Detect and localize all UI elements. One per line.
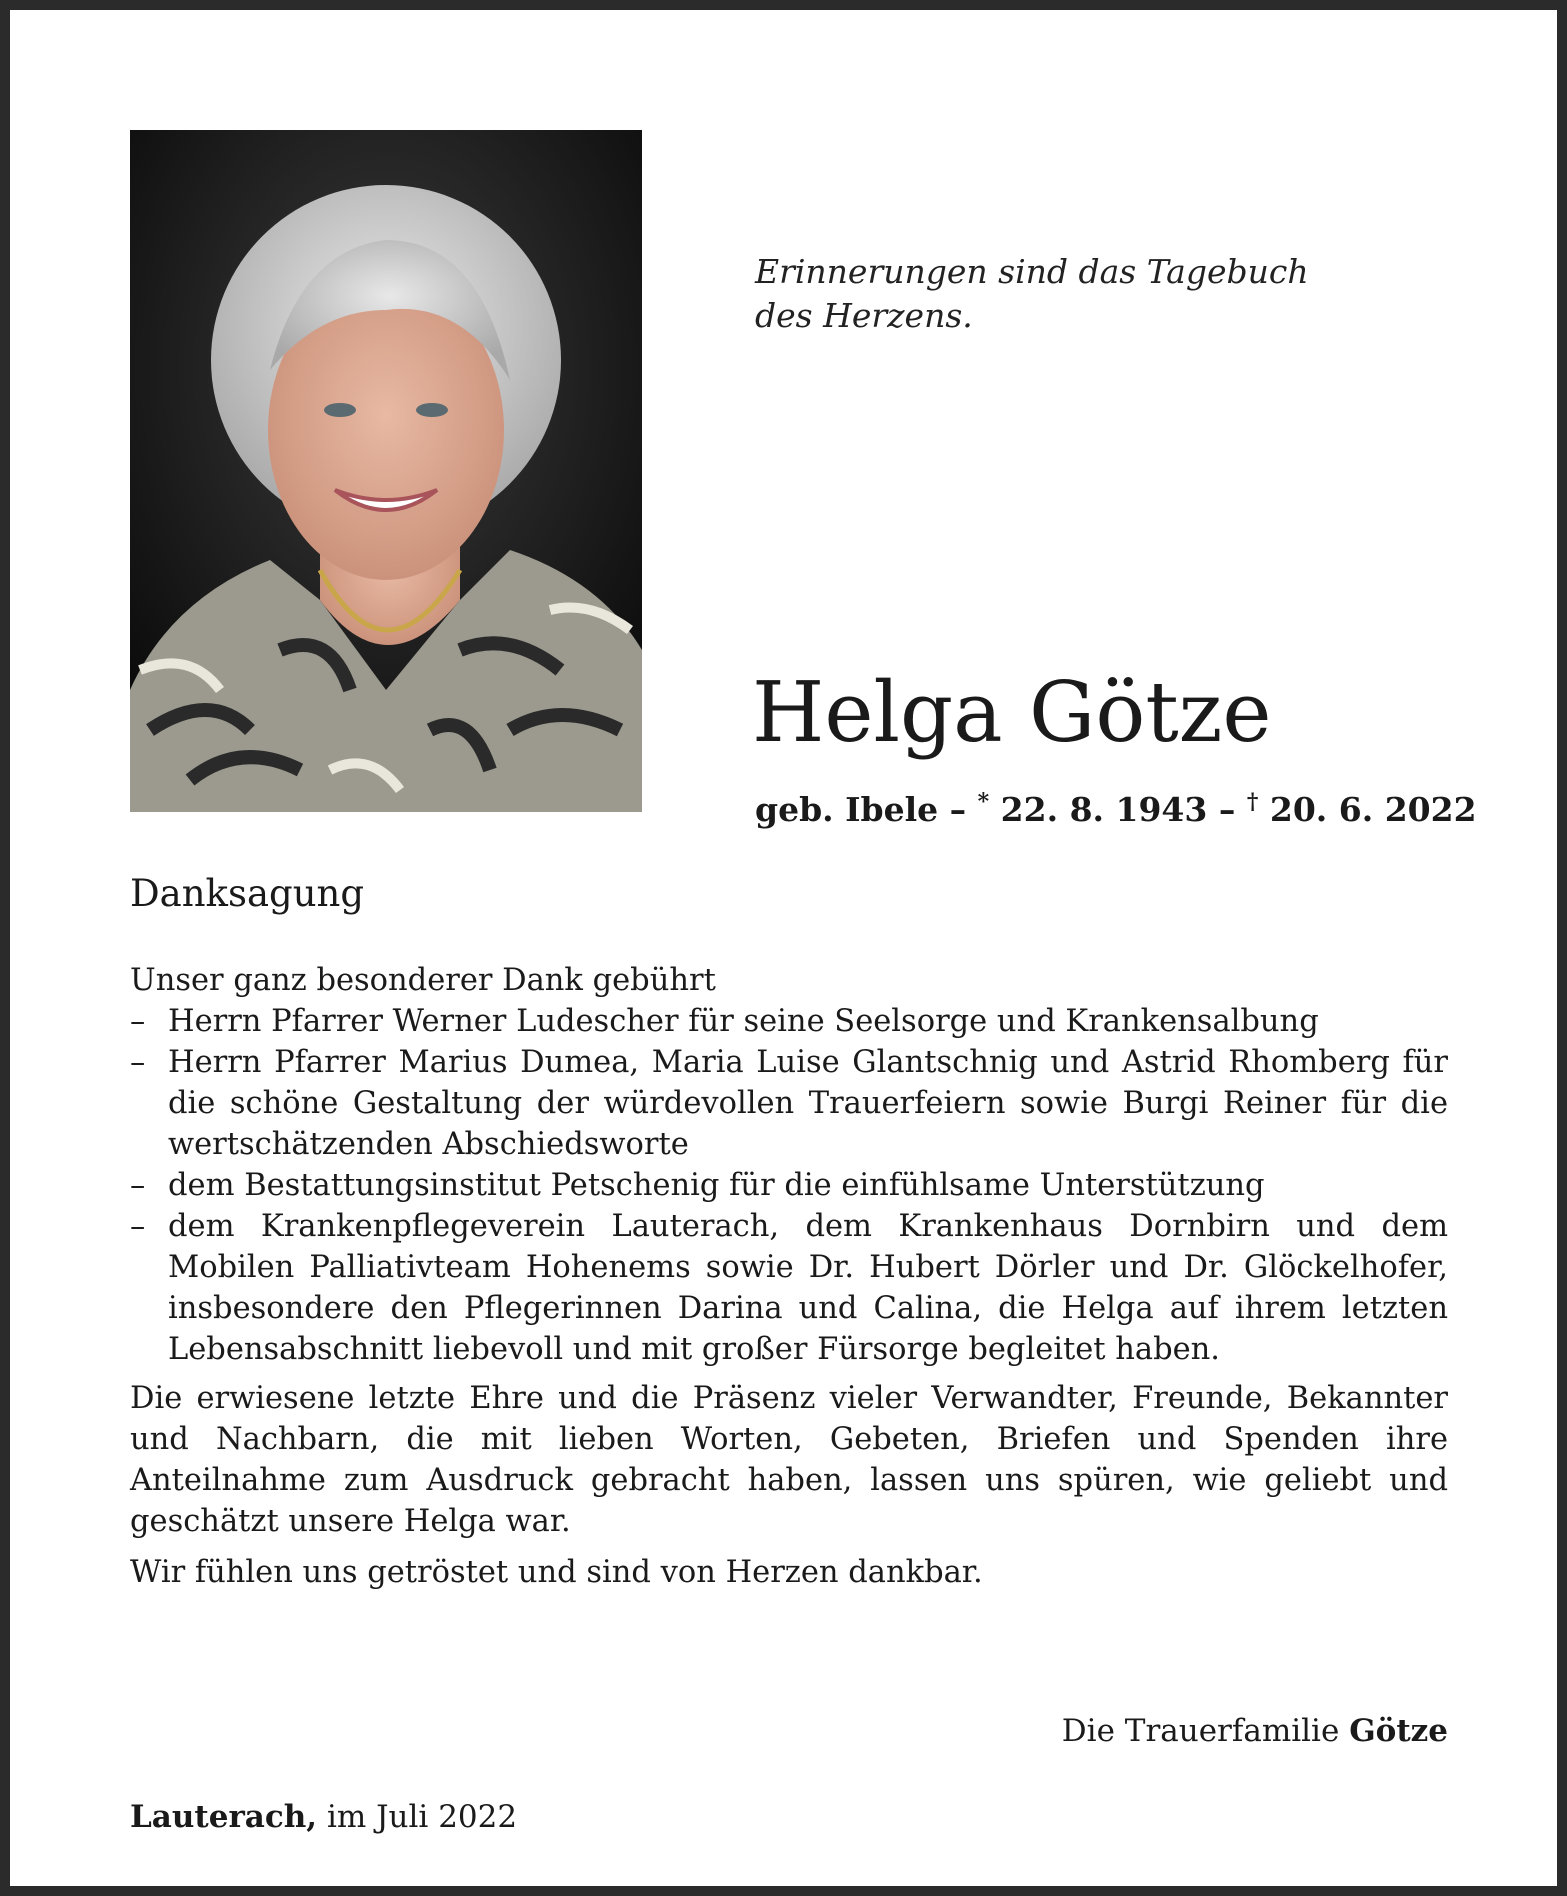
motto-line-2: des Herzens. — [755, 296, 973, 335]
life-dates — [755, 780, 1477, 832]
place-date-text: im Juli 2022 — [326, 1799, 518, 1835]
thanks-paragraph-2: Wir fühlen uns getröstet und sind von Herzen dankbar. — [130, 1555, 983, 1590]
thanks-paragraph-1: Die erwiesene letzte Ehre und die Präsenz vieler Verwandter, Freunde, Bekannter und Nachbarn, die mit lieben Worten, Gebeten, Briefen und Spenden ihre Anteilnahme zum Ausdruck gebracht haben, lassen uns spüren, wie geliebt und geschätzt unsere Helga war. — [130, 1381, 1448, 1539]
portrait-photo — [130, 130, 642, 812]
birth-date: 22. 8. 1943 – — [1000, 790, 1236, 829]
motto-quote — [755, 250, 1309, 338]
signature-family: Götze — [1349, 1713, 1448, 1749]
signature-prefix: Die Trauerfamilie — [1061, 1713, 1340, 1749]
death-cross-icon: † — [1246, 789, 1259, 815]
list-item — [130, 1206, 1448, 1370]
list-item-text: dem Krankenpflegeverein Lauterach, dem Krankenhaus Dornbirn und dem Mobilen Palliativteam Hohenems sowie Dr. Hubert Dörler und Dr. Glöckelhofer, insbesondere den Pflegerinnen Darina und Calina, die Helga auf ihrem letzten Lebensabschnitt liebevoll und mit großer Fürsorge begleitet haben. — [168, 1209, 1448, 1367]
thanks-intro: Unser ganz besonderer Dank gebührt — [130, 963, 716, 998]
list-item-text: Herrn Pfarrer Marius Dumea, Maria Luise Glantschnig und Astrid Rhomberg für die schöne Gestaltung der würdevollen Trauerfeiern sowie Burgi Reiner für die wertschätzenden Abschiedsworte — [168, 1045, 1448, 1162]
motto-line-1: Erinnerungen sind das Tagebuch — [755, 252, 1309, 291]
deceased-name: Helga Götze — [752, 664, 1272, 761]
place-town: Lauterach, — [130, 1799, 318, 1835]
dash-marker: – — [130, 1168, 146, 1203]
dash-marker: – — [130, 1209, 146, 1244]
dash-marker: – — [130, 1045, 146, 1080]
dash-marker: – — [130, 1004, 146, 1039]
list-item — [130, 1001, 1448, 1042]
place-date — [130, 1796, 517, 1838]
notice-card — [10, 10, 1557, 1886]
list-item — [130, 1042, 1448, 1165]
thanks-body — [130, 960, 1448, 1593]
signature — [1062, 1710, 1448, 1752]
portrait-illustration — [130, 130, 642, 812]
maiden-name: geb. Ibele – — [755, 790, 967, 829]
thanks-list — [130, 1001, 1448, 1370]
list-item — [130, 1165, 1448, 1206]
list-item-text: Herrn Pfarrer Werner Ludescher für seine Seelsorge und Krankensalbung — [168, 1004, 1319, 1039]
death-date: 20. 6. 2022 — [1269, 790, 1477, 829]
page-title: Danksagung — [130, 872, 365, 915]
list-item-text: dem Bestattungsinstitut Petschenig für die einfühlsame Unterstützung — [168, 1168, 1265, 1203]
birth-star-icon: * — [977, 789, 990, 815]
